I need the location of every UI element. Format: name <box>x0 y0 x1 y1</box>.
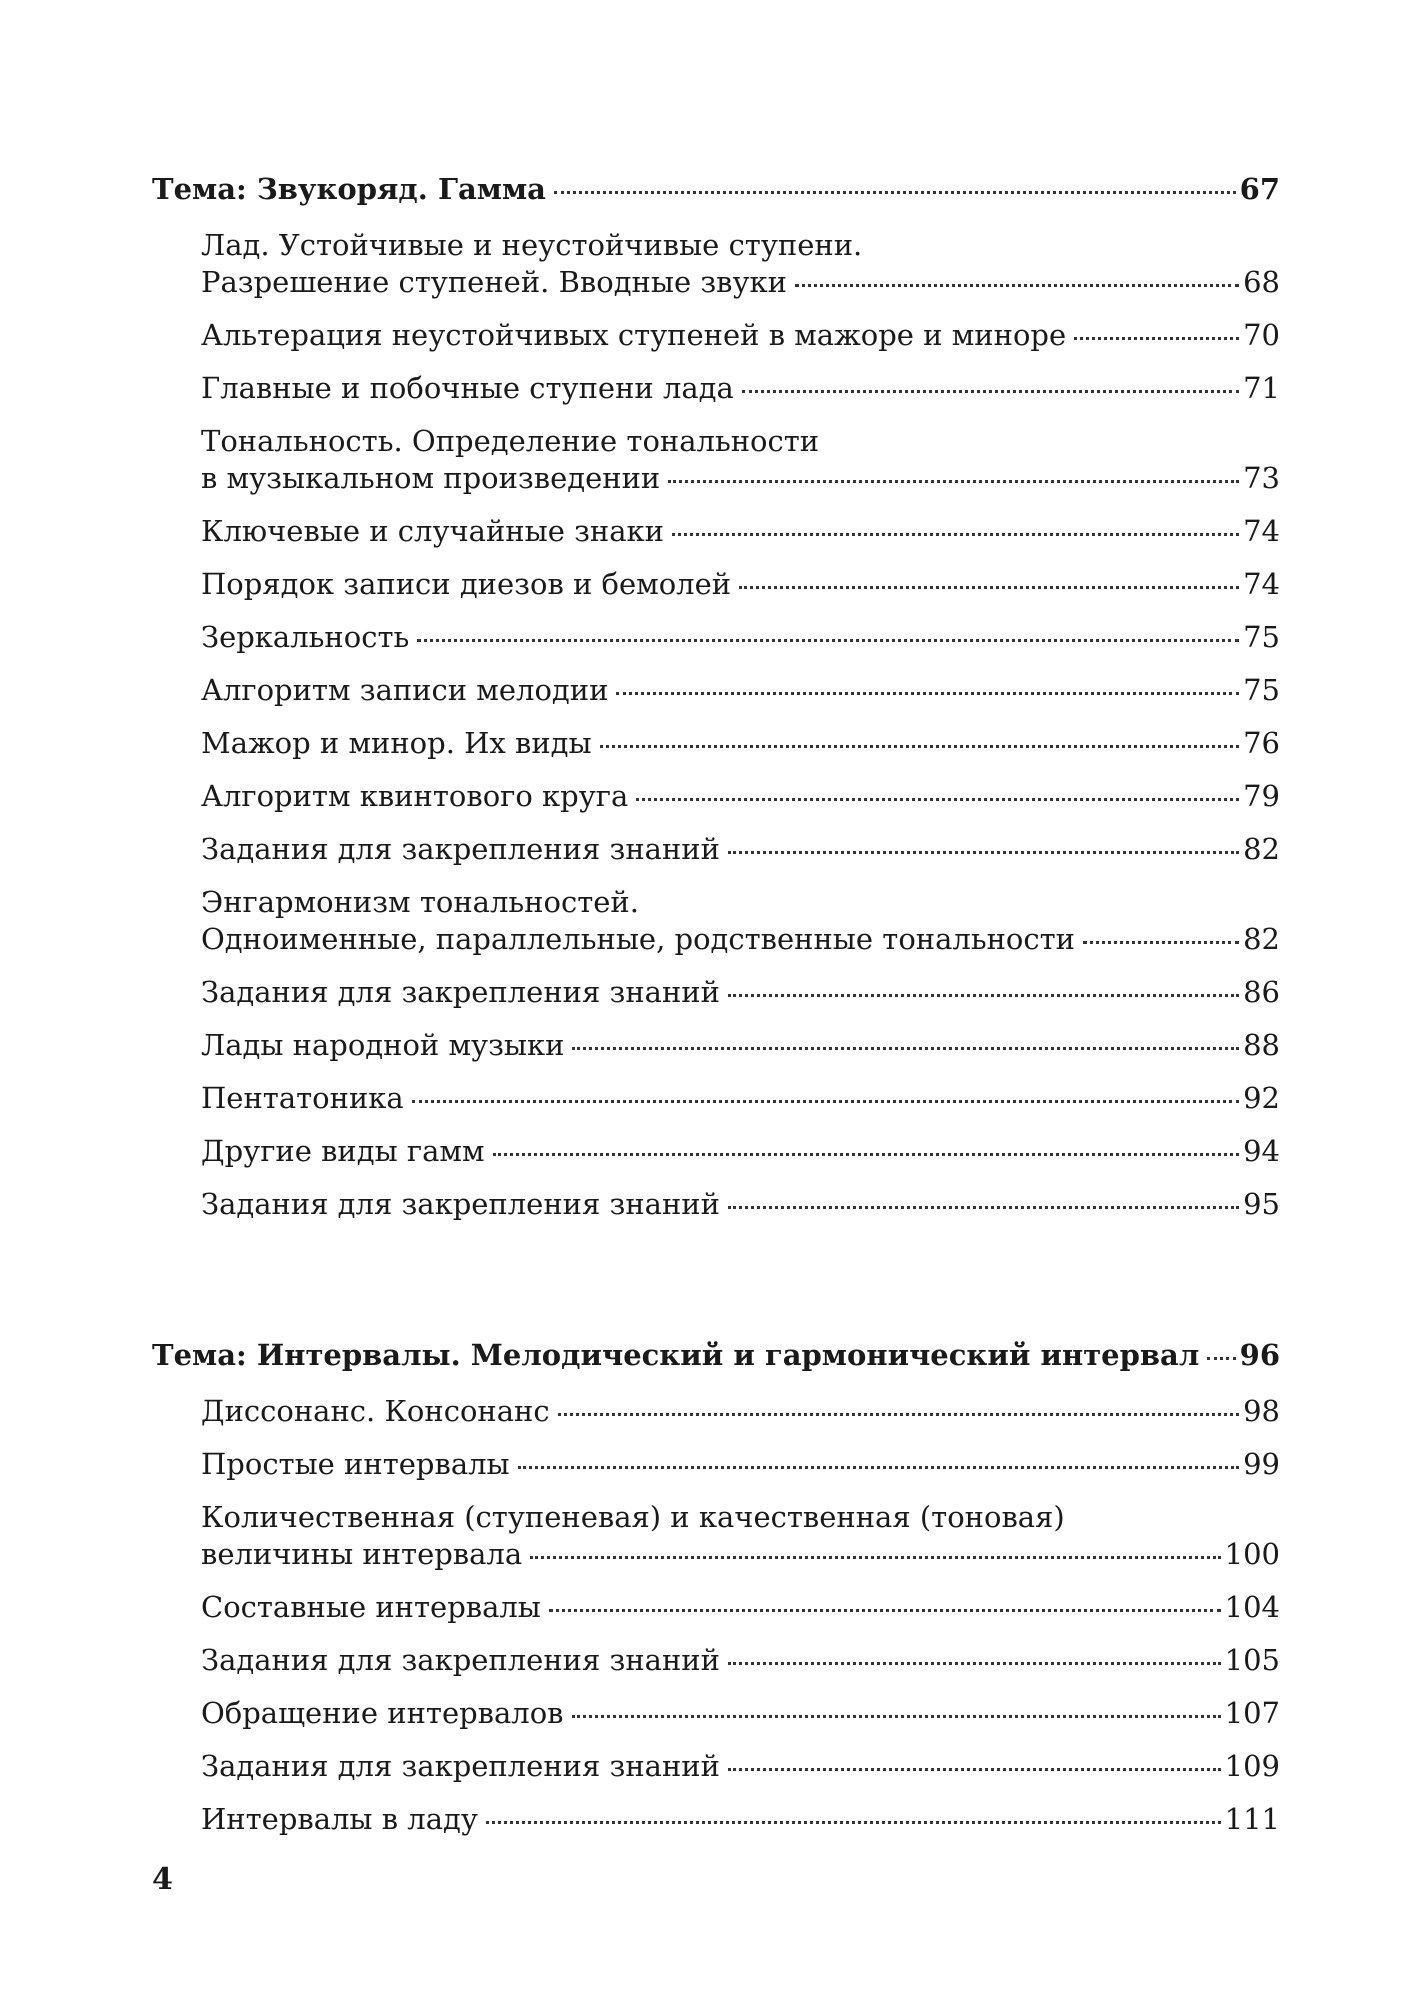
toc-heading-title: Тема: Звукоряд. Гамма <box>152 172 546 206</box>
toc-entry-line <box>201 672 1280 709</box>
toc-entry[interactable] <box>152 370 1280 407</box>
toc-entry-title: Обращение интервалов <box>201 1696 564 1730</box>
toc-entry-title: Задания для закрепления знаний <box>201 832 720 866</box>
toc-entry-line <box>201 1080 1280 1117</box>
toc-page-number: 82 <box>1243 832 1280 866</box>
dot-leader <box>739 585 1239 589</box>
toc-entry-title: Одноименные, параллельные, родственные тональности <box>201 922 1076 956</box>
toc-entry-line <box>201 1133 1280 1170</box>
toc-entry-line <box>201 921 1280 958</box>
toc-page-number: 111 <box>1224 1802 1280 1836</box>
toc-entry-line <box>201 1393 1280 1430</box>
toc-entry[interactable] <box>152 725 1280 762</box>
toc-entry[interactable] <box>152 1801 1280 1838</box>
toc-entry-title: Другие виды гамм <box>201 1134 485 1168</box>
toc-entry[interactable] <box>152 1748 1280 1785</box>
dot-leader <box>572 1714 1221 1718</box>
toc-entry-title: Зеркальность <box>201 620 410 654</box>
dot-leader <box>493 1152 1240 1156</box>
dot-leader <box>417 638 1239 642</box>
toc-page-number: 105 <box>1224 1643 1280 1677</box>
toc-entry-title-line: Тональность. Определение тональности <box>201 424 820 458</box>
dot-leader <box>518 1465 1239 1469</box>
toc-entry-title-line: Количественная (ступеневая) и качественная (тоновая) <box>201 1500 1065 1534</box>
toc-entry[interactable] <box>152 317 1280 354</box>
toc-entry-title-line: Энгармонизм тональностей. <box>201 885 639 919</box>
toc-entry-line <box>201 1536 1280 1573</box>
toc-entry-title-line: Лад. Устойчивые и неустойчивые ступени. <box>201 228 863 262</box>
toc-entry-line <box>201 566 1280 603</box>
toc-entry-line <box>201 1186 1280 1223</box>
toc-entry-line <box>201 1589 1280 1626</box>
toc-entry[interactable] <box>152 1695 1280 1732</box>
toc-page-number: 104 <box>1224 1590 1280 1624</box>
toc-entry-title: Порядок записи диезов и бемолей <box>201 567 732 601</box>
toc-entry-title: Составные интервалы <box>201 1590 541 1624</box>
toc-page-number: 107 <box>1224 1696 1280 1730</box>
toc-entry-title: Интервалы в ладу <box>201 1802 478 1836</box>
dot-leader <box>549 1608 1221 1612</box>
toc-heading-title: Тема: Интервалы. Мелодический и гармонический интервал <box>152 1338 1200 1372</box>
toc-page-number: 95 <box>1243 1187 1280 1221</box>
toc-page-number: 67 <box>1239 172 1280 206</box>
toc-page-number: 68 <box>1243 265 1280 299</box>
toc-page-number: 70 <box>1243 318 1280 352</box>
toc-page-number: 88 <box>1243 1028 1280 1062</box>
toc-entry[interactable] <box>152 566 1280 603</box>
dot-leader <box>486 1820 1221 1824</box>
toc-entry[interactable] <box>152 1133 1280 1170</box>
dot-leader <box>636 797 1239 801</box>
toc-entry[interactable] <box>152 974 1280 1011</box>
dot-leader <box>554 190 1236 194</box>
toc-page-number: 73 <box>1243 461 1280 495</box>
toc-entry[interactable] <box>152 1027 1280 1064</box>
dot-leader <box>672 532 1239 536</box>
toc-heading[interactable] <box>152 1337 1280 1377</box>
toc-entry-line <box>201 1446 1280 1483</box>
toc-page-number: 96 <box>1239 1338 1280 1372</box>
dot-leader <box>1074 336 1239 340</box>
toc-page-number: 100 <box>1224 1537 1280 1571</box>
toc-entry[interactable] <box>152 619 1280 656</box>
dot-leader <box>1207 1356 1235 1360</box>
toc-entry-title: в музыкальном произведении <box>201 461 661 495</box>
dot-leader <box>558 1412 1239 1416</box>
toc-entry-title: Мажор и минор. Их виды <box>201 726 592 760</box>
toc-entry[interactable] <box>152 1499 1280 1573</box>
toc-page-number: 86 <box>1243 975 1280 1009</box>
dot-leader <box>728 1767 1221 1771</box>
toc-entry[interactable] <box>152 672 1280 709</box>
toc-page-number: 82 <box>1243 922 1280 956</box>
toc-entry-title: Альтерация неустойчивых ступеней в мажоре и миноре <box>201 318 1067 352</box>
toc-entry-line <box>201 1695 1280 1732</box>
toc-section <box>152 1337 1280 1854</box>
toc-entry-line <box>201 513 1280 550</box>
toc-entry-title: Ключевые и случайные знаки <box>201 514 664 548</box>
toc-entry-title: Задания для закрепления знаний <box>201 1749 720 1783</box>
toc-entry-line <box>201 460 1280 497</box>
toc-entry-title: Алгоритм записи мелодии <box>201 673 609 707</box>
toc-entry[interactable] <box>152 1642 1280 1679</box>
toc-entry-line <box>201 974 1280 1011</box>
toc-entry-title: Простые интервалы <box>201 1447 510 1481</box>
dot-leader <box>616 691 1239 695</box>
toc-heading[interactable] <box>152 171 1280 211</box>
toc-entry-title: Главные и побочные ступени лада <box>201 371 734 405</box>
dot-leader <box>728 1661 1221 1665</box>
toc-page-number: 109 <box>1224 1749 1280 1783</box>
toc-page-number: 99 <box>1243 1447 1280 1481</box>
toc-page-number: 98 <box>1243 1394 1280 1428</box>
toc-page-number: 79 <box>1243 779 1280 813</box>
toc-entry[interactable] <box>152 227 1280 301</box>
toc-entry-title: Пентатоника <box>201 1081 404 1115</box>
toc-page-number: 74 <box>1243 514 1280 548</box>
toc-entry-line <box>201 831 1280 868</box>
dot-leader <box>668 479 1239 483</box>
toc-entry-line <box>201 619 1280 656</box>
dot-leader <box>795 283 1239 287</box>
toc-page-number: 74 <box>1243 567 1280 601</box>
toc-entry-title: величины интервала <box>201 1537 523 1571</box>
toc-entry[interactable] <box>152 1393 1280 1430</box>
dot-leader <box>600 744 1240 748</box>
toc-section <box>152 171 1280 1239</box>
toc-entry-title: Диссонанс. Консонанс <box>201 1394 550 1428</box>
toc-entry[interactable] <box>152 1589 1280 1626</box>
toc-entry[interactable] <box>152 1080 1280 1117</box>
toc-entry-line <box>201 317 1280 354</box>
toc-entry-title: Задания для закрепления знаний <box>201 1187 720 1221</box>
dot-leader <box>728 1205 1239 1209</box>
dot-leader <box>572 1046 1239 1050</box>
toc-entry-line <box>201 1642 1280 1679</box>
toc-entry[interactable] <box>152 778 1280 815</box>
toc-entry-line <box>201 1801 1280 1838</box>
dot-leader <box>728 993 1239 997</box>
toc-entry-title: Лады народной музыки <box>201 1028 565 1062</box>
toc-page-number: 75 <box>1243 673 1280 707</box>
toc-entry-title: Задания для закрепления знаний <box>201 975 720 1009</box>
toc-entry-line <box>201 778 1280 815</box>
toc-entry[interactable] <box>152 513 1280 550</box>
toc-entry-line <box>201 725 1280 762</box>
toc-entry[interactable] <box>152 1446 1280 1483</box>
toc-entry[interactable] <box>152 423 1280 497</box>
toc-entry[interactable] <box>152 884 1280 958</box>
dot-leader <box>1083 940 1239 944</box>
toc-page-number: 75 <box>1243 620 1280 654</box>
dot-leader <box>530 1555 1221 1559</box>
page-number-folio: 4 <box>152 1862 173 1897</box>
toc-entry[interactable] <box>152 1186 1280 1223</box>
toc-entry-line <box>201 264 1280 301</box>
toc-entry-title: Алгоритм квинтового круга <box>201 779 629 813</box>
toc-entry-line <box>201 370 1280 407</box>
toc-page-number: 94 <box>1243 1134 1280 1168</box>
toc-page-number: 76 <box>1243 726 1280 760</box>
toc-entry-title: Разрешение ступеней. Вводные звуки <box>201 265 788 299</box>
toc-page-number: 71 <box>1243 371 1280 405</box>
toc-page-number: 92 <box>1243 1081 1280 1115</box>
dot-leader <box>412 1099 1239 1103</box>
toc-entry-line <box>201 1748 1280 1785</box>
toc-entry[interactable] <box>152 831 1280 868</box>
dot-leader <box>728 850 1239 854</box>
dot-leader <box>742 389 1239 393</box>
toc-entry-line <box>201 1027 1280 1064</box>
toc-entry-title: Задания для закрепления знаний <box>201 1643 720 1677</box>
